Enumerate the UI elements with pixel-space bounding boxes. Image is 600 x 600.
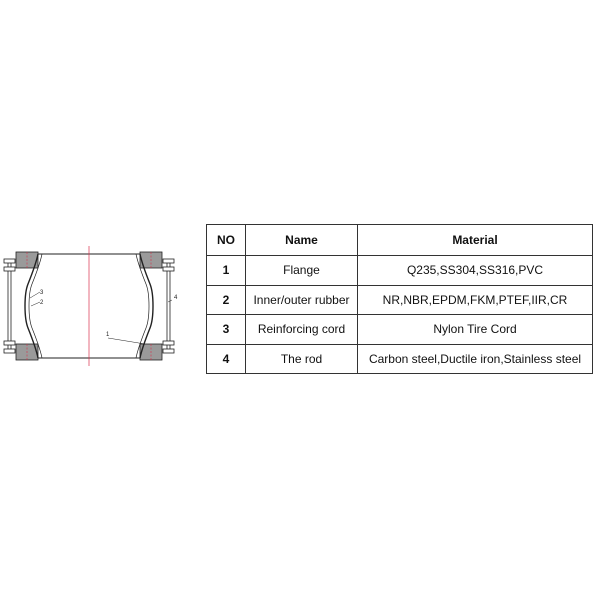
table-row: [207, 344, 593, 374]
table-row: [207, 256, 593, 286]
row-name: Reinforcing cord: [246, 315, 358, 345]
row-no: 3: [207, 315, 246, 345]
callout-1: 1: [106, 332, 110, 338]
callout-2: 2: [40, 300, 44, 306]
row-name: Inner/outer rubber: [246, 285, 358, 315]
row-no: 4: [207, 344, 246, 374]
row-material: Nylon Tire Cord: [358, 315, 593, 345]
table-row: [207, 285, 593, 315]
header-no: NO: [207, 225, 246, 256]
row-material: Carbon steel,Ductile iron,Stainless steel: [358, 344, 593, 374]
callout-leaders: [30, 292, 172, 344]
row-material: Q235,SS304,SS316,PVC: [358, 256, 593, 286]
callout-4: 4: [174, 295, 178, 301]
parts-material-table: [206, 224, 593, 374]
header-material: Material: [358, 225, 593, 256]
row-no: 2: [207, 285, 246, 315]
header-name: Name: [246, 225, 358, 256]
row-material: NR,NBR,EPDM,FKM,PTEF,IIR,CR: [358, 285, 593, 315]
expansion-joint-drawing: [0, 240, 190, 370]
row-name: Flange: [246, 256, 358, 286]
row-name: The rod: [246, 344, 358, 374]
row-no: 1: [207, 256, 246, 286]
table-header-row: [207, 225, 593, 256]
callout-3: 3: [40, 290, 44, 296]
table-row: [207, 315, 593, 345]
